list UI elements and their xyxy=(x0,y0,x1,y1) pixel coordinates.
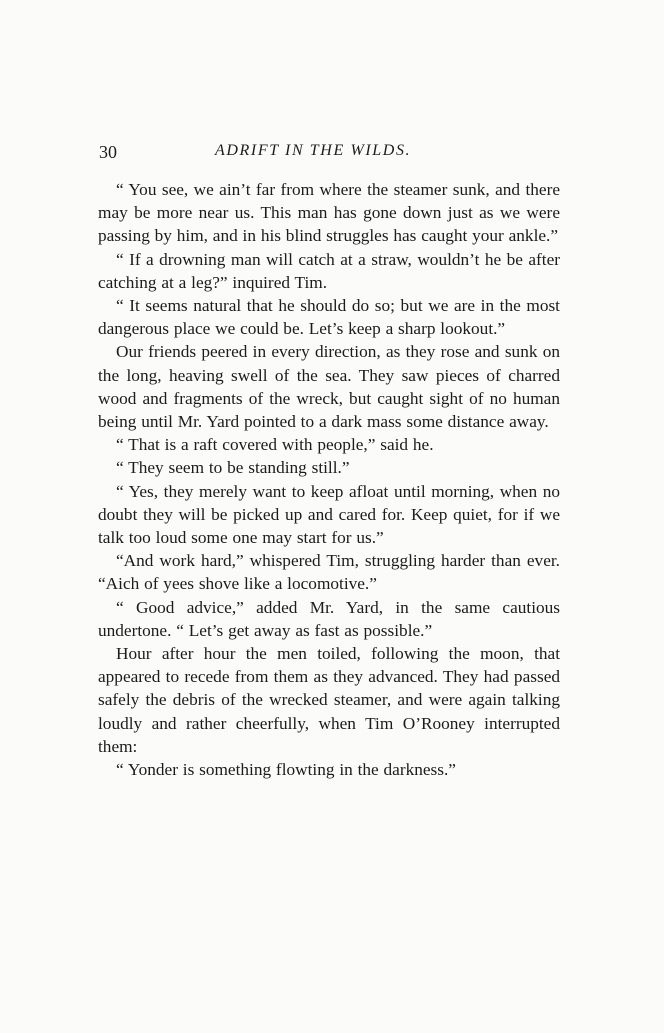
paragraph: Hour after hour the men toiled, following the moon, that appeared to recede from them as they advanced. They had passed safely the debris of the wrecked steamer, and were again talking loudly and rather cheerfully, when Tim O’Rooney interrupted them: xyxy=(98,644,560,756)
running-title: ADRIFT IN THE WILDS. xyxy=(215,142,412,159)
paragraph: “ Yonder is something flowting in the darkness.” xyxy=(116,760,456,780)
paragraph: Our friends peered in every direction, as they rose and sunk on the long, heaving swell of the sea. They saw pieces of charred wood and fragments of the wreck, but caught sight of no human being until Mr. Yard pointed to a dark mass some distance away. xyxy=(98,342,560,432)
paragraph: “ If a drowning man will catch at a straw, wouldn’t he be after catching at a leg?” inquired Tim. xyxy=(98,249,560,292)
paragraph: “ Yes, they merely want to keep afloat until morning, when no doubt they will be picked up and cared for. Keep quiet, for if we talk too loud some one may start for us.” xyxy=(98,481,560,548)
paragraph: “ They seem to be standing still.” xyxy=(116,458,350,478)
paragraph: “ That is a raft covered with people,” said he. xyxy=(116,435,434,455)
paragraph: “And work hard,” whispered Tim, struggling harder than ever. “Aich of yees shove like a locomotive.” xyxy=(98,551,560,594)
body-text xyxy=(98,178,560,781)
page-number: 30 xyxy=(99,142,117,162)
paragraph: “ It seems natural that he should do so; but we are in the most dangerous place we could be. Let’s keep a sharp lookout.” xyxy=(98,296,560,339)
paragraph: “ Good advice,” added Mr. Yard, in the same cautious undertone. “ Let’s get away as fast as possible.” xyxy=(98,597,560,640)
paragraph: “ You see, we ain’t far from where the steamer sunk, and there may be more near us. This man has gone down just as we were passing by him, and in his blind struggles has caught your ankle.” xyxy=(98,180,560,246)
page-header xyxy=(99,142,561,166)
